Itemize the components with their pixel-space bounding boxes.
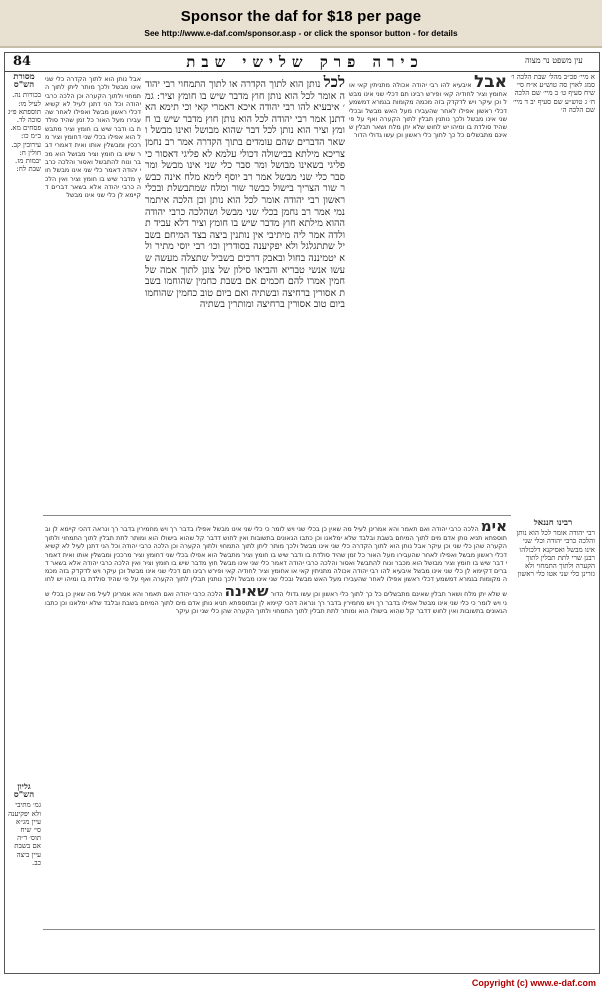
tosafot-text: איבעיא להו רבי יהודה אכולה מתניתין קאי או אחומץ וציר לחודיה קאי ופירש רבינו תם דכלי שני אינו מבשל וכן עיקר ויש לדקדק בזה מכמה מקומות בגמרא דמשמע דכלי ראשון אפילו לאחר שהעבירו מעל האש מבשל ובכלי שני אינו מבשל ולכך נותנין תבלין לתוך הקערה ואף על פי שהיד סולדת בו ומיהו יש לחוש שלא יתן מלח ושאר תבלין שאינם מתבשלים כל כך לתוך כלי ראשון וכן עשו גדולי הדור xyxy=(349,81,507,140)
talmud-page xyxy=(4,52,600,974)
page-header xyxy=(5,53,599,72)
lower-opening-word: אימ xyxy=(480,519,507,535)
ein-mishpat-header: עין משפט נר מצוה xyxy=(525,56,583,65)
rashi-text: אבל נותן הוא לתוך הקדרה כלי שני אינו מבשל ולכך מותר ליתן לתוך התמחוי ולתוך הקערה וכן הלכה כרבי יהודה וכל הני דתנן לעיל לא קשיא דכלי ראשון מבשל ואפילו לאחר שהעבירו מעל האור כל זמן שהיד סולדת בו ודבר שיש בו חומץ וציר מתבשל הוא אפילו בכלי שני דחומץ וציר מרככין ומבשלין אותו ואית דאמרי דבר שיש בו חומץ וציר מבושל הוא מכבר ונוח להתבשל ואסור והלכה כרבי יהודה דאמר כלי שני אינו מבשל חוץ מדבר שיש בו חומץ וציר ואין הלכה כרבי יהודה אלא בשאר דברים דקיימא לן כלי שני אינו מבשל xyxy=(45,75,141,200)
ein-mishpat-notes: א מיי׳ פכ״ב מהל׳ שבת הלכה ו׳ סמג לאוין סה טוש״ע א״ח סי׳ שיח סעיף ט׳ ב מיי׳ שם הלכה ח׳ ג טוש״ע שם סעיף יב ד מיי׳ שם הלכה ה׳ xyxy=(511,73,595,114)
lower-commentary-text-2: אבל נותן הוא לתוך הקדרה כלי שני אינו מבשל ולכך מותר ליתן לתוך התמחוי ולתוך הקערה וכן הלכה כרבי יהודה וכל הני דתנן לעיל לא קשיא דכלי ראשון מבשל ואפילו לאחר שהעבירו מעל האור כל זמן שהיד סולדת בו ודבר שיש בו חומץ וציר מתבשל הוא אפילו בכלי שני דחומץ וציר מרככין ומבשלין אותו ואית דאמרי דבר שיש בו חומץ וציר מבושל הוא מכבר ונוח להתבשל ואסור והלכה כרבי יהודה דאמר כלי שני אינו מבשל חוץ מדבר שיש בו חומץ וציר ואין הלכה כרבי יהודה אלא בשאר דברים דקיימא לן כלי שני אינו מבשל xyxy=(45,542,507,576)
page-number: 84 xyxy=(13,54,32,69)
footer-divider xyxy=(43,929,595,930)
rabbeinu-chananel-column xyxy=(511,519,595,779)
lower-commentary xyxy=(45,519,507,927)
rabbeinu-chananel-text: רבי יהודה אומר לכל הוא נותן והלכה כרבי יהודה וכלי שני אינו מבשל ואסיקנא דלכולהו רבנן שרי לתת תבלין לתוך הקערה ולתוך התמחוי ולא גזרינן כלי שני אטו כלי ראשון xyxy=(516,529,595,579)
masoret-notes: בכורות נה. לעיל מו: תוספתא פ״ג סוכה לד. פסחים מא. ב״מ כו: עירובין קב. חולין ח: יבמות מז. שבת לח: xyxy=(7,91,41,174)
gilyon-hashas-text: גמ׳ מתיבי ולא יפקיענה עיין מג״א סי׳ שיח תוס׳ ד״ה אם בשבת עיין ביצה כב. xyxy=(8,801,41,867)
page-title: כירה פרק שלישי שבת xyxy=(186,53,424,71)
sponsor-banner-subtitle[interactable]: See http://www.e-daf.com/sponsor.asp - or click the sponsor button - for details xyxy=(144,28,458,38)
section-divider xyxy=(43,515,511,516)
tosafot-commentary xyxy=(349,75,507,515)
lower-closing-word: שאינה xyxy=(224,581,269,600)
lower-commentary-text-3: איבעיא להו רבי יהודה אכולה מתניתין קאי או אחומץ וציר לחודיה קאי ופירש רבינו תם דכלי שני אינו מבשל וכן עיקר ויש לדקדק בזה מכמה מקומות בגמרא דמשמע דכלי ראשון אפילו לאחר שהעבירו מעל האש מבשל ובכלי שני אינו מבשל ולכך נותנין תבלין לתוך הקערה ואף על פי שהיד סולדת בו ומיהו יש לחוש שלא יתן מלח ושאר תבלין שאינם מתבשלים כל כך לתוך כלי ראשון וכן עשו גדולי הדור xyxy=(45,567,507,598)
lower-commentary-text-4: הלכה כרבי יהודה ואם תאמר והא אמרינן לעיל מה שאין כן בכלי שני ויש לומר כי כלי שני אינו מבשל אפילו בדבר רך ויש מחמירין בדבר רך ונראה דהכי קיימא לן ובתוספתא תניא נותן אדם מים לתוך המיחם בשבת ובלבד שלא ימלאנו וכן כתבו הגאונים בתשובות ואין לחוש דדבר קל שהוא בישולו הוא ומותר לתת תבלין לתוך התמחוי ולתוך הקערה שהן כלי שני וכן עיקר xyxy=(45,589,507,616)
gilyon-hashas-label: גליון הש"ס xyxy=(13,783,35,801)
gemara-opening-word: לכל xyxy=(323,75,345,91)
masoret-hashas-label: מסורת הש"ס xyxy=(13,73,35,91)
ein-mishpat-column xyxy=(511,73,595,513)
lower-commentary-text: הלכה כרבי יהודה ואם תאמר והא אמרינן לעיל מה שאין כן בכלי שני ויש לומר כי כלי שני אינו מבשל אפילו בדבר רך ויש מחמירין בדבר רך ונראה דהכי קיימא לן ובתוספתא תניא נותן אדם מים לתוך המיחם בשבת ובלבד שלא ימלאנו וכן כתבו הגאונים בתשובות ואין לחוש דדבר קל שהוא בישולו הוא ומותר לתת תבלין לתוך התמחוי ולתוך הקערה שהן כלי שני וכן עיקר xyxy=(45,525,507,551)
rabbeinu-chananel-label: רבינו חננאל xyxy=(533,519,573,528)
tosafot-opening-word: אבל xyxy=(473,75,507,92)
sponsor-banner-title[interactable]: Sponsor the daf for $18 per page xyxy=(180,8,422,25)
gemara-text-block xyxy=(145,75,345,505)
rashi-commentary xyxy=(45,75,141,515)
gemara-text: נותן הוא לתוך הקדרה או לתוך התמחוי רבי יהודה אומר לכל הוא נותן חוץ מדבר שיש בו חומץ וציר: גמ׳ איבעיא להו רבי יהודה איכא דאמרי קאי וכי תימא הא דתנן אמר רבי יהודה לכל הוא נותן חוץ מדבר שיש בו חומץ וציר הוא נותן לכל דבר שהוא מבושל ואינו מבשל ושאר הדברים שהם עומדים בתוך הקדרה אמר רב נחמן צריכא מילתא בבישולה דכולי עלמא לא פליגי דאסור כי פליגי בשאינו מבושל ומר סבר כלי שני אינו מבשל ומר סבר כלי שני מבשל אמר רב יוסף לימא מלח אינה כבשר שור הצריך בישול כבשר שור ומלח שמתבשלת ובכלי ראשון רבי יהודה אומר לכל הוא נותן וכן הלכה איתמר נמי אמר רב נחמן בכלי שני מבשל ושהלכה כרבי יהודה ההוא מילתא חוץ מדבר שיש בו חומץ וציר דלא עביד תולדה אמר ליה מיתיבי אין נותנין ביצה בצד המיחם בשביל שתתגלגל ולא יפקיענה בסודרין וכו׳ רבי יוסי מתיר ולא יטמיננה בחול ובאבק דרכים בשביל שתצלה מעשה שעשו אנשי טבריא והביאו סילון של צונן לתוך אמה של חמין אמרו להם חכמים אם בשבת כחמין שהוחמו בשבת אסורין ברחיצה ובשתיה ואם ביום טוב כחמין שהוחמו ביום טוב אסורין ברחיצה ומותרין בשתיה xyxy=(145,79,345,311)
sponsor-banner[interactable] xyxy=(0,0,602,48)
gilyon-hashas-column xyxy=(7,783,41,923)
copyright-link[interactable]: Copyright (c) www.e-daf.com xyxy=(471,978,596,988)
